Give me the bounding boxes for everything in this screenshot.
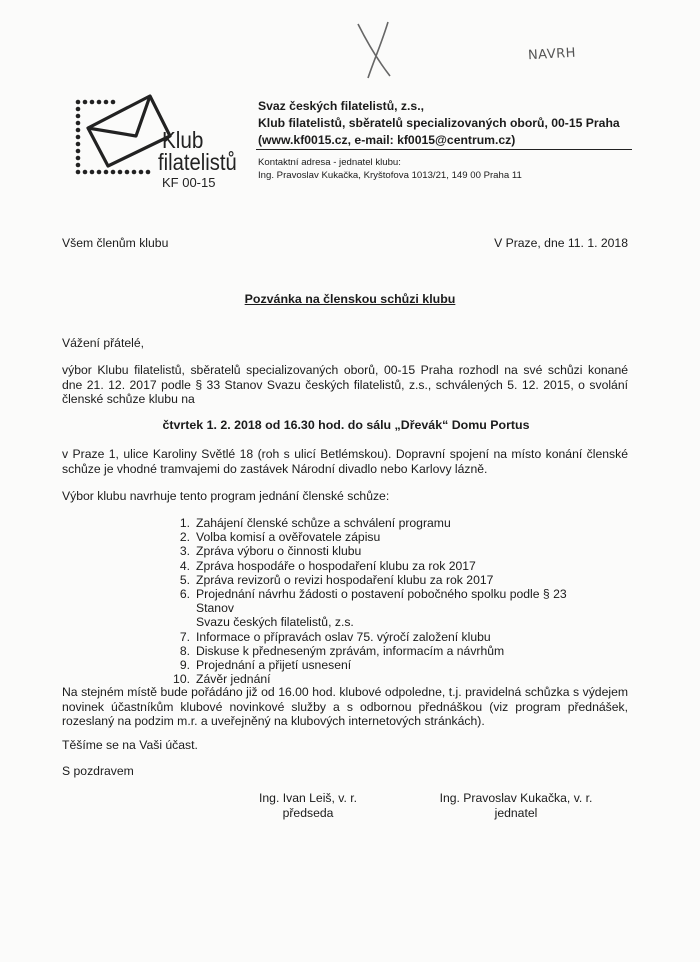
program-item: 6. Projednání návrhu žádosti o postavení pobočného spolku podle § 23 Stanov Svazu českých filatelistů, z.s. — [179, 587, 567, 630]
paragraph-line: v Praze 1, ulice Karoliny Světlé 18 (roh s ulicí Betlémskou). Dopravní spojení na místo konání členské — [62, 447, 628, 461]
paragraph-line: schůze je vhodné tramvajemi do zastávek Národní divadlo nebo Karlovy lázně. — [62, 461, 488, 476]
handwritten-x-mark — [352, 20, 396, 80]
paragraph-line: členské schůze klubu na — [62, 392, 195, 406]
contact-address: Ing. Pravoslav Kukačka, Kryštofova 1013/21, 149 00 Praha 11 — [258, 170, 522, 181]
logo-code: KF 00-15 — [162, 175, 216, 190]
program-item: 8. Diskuse k předneseným zprávám, informacím a návrhům — [179, 643, 505, 658]
signature-secretary — [428, 791, 604, 821]
paragraph-afternoon — [62, 685, 628, 729]
logo-word-klub: Klub — [162, 127, 204, 153]
program-item: 10. Závěr jednání — [173, 672, 271, 687]
program-item: 1. Zahájení členské schůze a schválení programu — [179, 516, 451, 530]
program-list — [166, 516, 606, 686]
org-line-2: Klub filatelistů, sběratelů specializovaných oborů, 00-15 Praha — [258, 116, 620, 130]
signature-chairman — [238, 791, 378, 821]
contact-label: Kontaktní adresa - jednatel klubu: — [258, 157, 401, 168]
salutation: S pozdravem — [62, 764, 134, 778]
signature-role: předseda — [282, 806, 334, 820]
program-item: 5. Zpráva revizorů o revizi hospodaření klubu za rok 2017 — [179, 572, 494, 587]
org-line-1: Svaz českých filatelistů, z.s., — [258, 99, 424, 113]
signature-name: Ing. Pravoslav Kukačka, v. r. — [439, 791, 593, 805]
contact-block — [258, 156, 522, 182]
program-item: 4. Zpráva hospodáře o hospodaření klubu za rok 2017 — [179, 558, 476, 573]
paragraph-line: Na stejném místě bude pořádáno již od 16.00 hod. klubové odpoledne, t.j. pravidelná schůzka s výdejem — [62, 685, 628, 699]
letter-title: Pozvánka na členskou schůzi klubu — [244, 292, 456, 306]
paragraph-line: rozeslaný na podzim m.r. a uveřejněný na klubových internetových stránkách). — [62, 714, 485, 728]
place-date: V Praze, dne 11. 1. 2018 — [494, 236, 628, 250]
organization-header — [258, 98, 620, 149]
program-item: 2. Volba komisí a ověřovatele zápisu — [179, 530, 381, 545]
handwritten-note: NAVRH — [527, 45, 577, 64]
header-divider — [256, 149, 632, 150]
program-item: 7. Informace o přípravách oslav 75. výročí založení klubu — [179, 629, 491, 644]
program-item: 9. Projednání a přijetí usnesení — [179, 658, 352, 673]
paragraph-convocation — [62, 363, 628, 407]
paragraph-line: novinek účastníkům klubové novinkové služby a s odbornou přednáškou (viz program přednášek, — [62, 699, 628, 714]
signature-name: Ing. Ivan Leiš, v. r. — [259, 791, 357, 805]
program-item: 3. Zpráva výboru o činnosti klubu — [179, 544, 362, 559]
signature-role: jednatel — [494, 806, 538, 820]
closing-line: Těšíme se na Vaši účast. — [62, 738, 198, 752]
greeting: Vážení přátelé, — [62, 336, 144, 350]
event-date-venue: čtvrtek 1. 2. 2018 od 16.30 hod. do sálu „Dřevák“ Domu Portus — [162, 418, 530, 432]
program-intro: Výbor klubu navrhuje tento program jednání členské schůze: — [62, 489, 390, 503]
paragraph-location — [62, 447, 628, 476]
paragraph-line: výbor Klubu filatelistů, sběratelů specializovaných oborů, 00-15 Praha rozhodl na své schůzi konané — [62, 363, 628, 377]
club-logo — [70, 94, 250, 194]
org-line-3: (www.kf0015.cz, e-mail: kf0015@centrum.cz) — [258, 133, 516, 147]
recipient: Všem členům klubu — [62, 236, 169, 250]
paragraph-line: dne 21. 12. 2017 podle § 33 Stanov Svazu českých filatelistů, z.s., schválených 5. 12. 2015, o svolání — [62, 377, 628, 392]
logo-word-filatelistu: filatelistů — [158, 149, 237, 175]
